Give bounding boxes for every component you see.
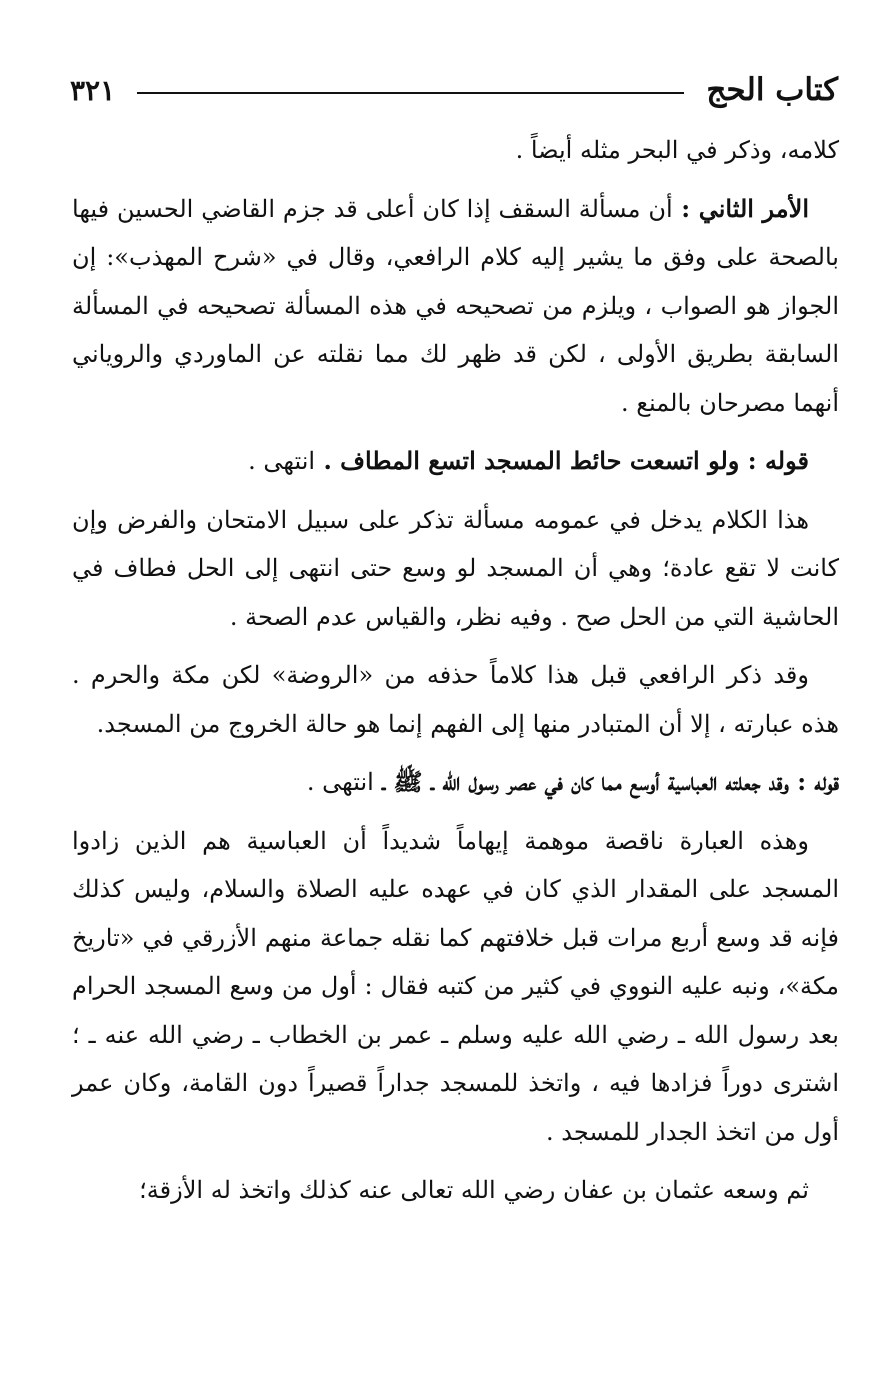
paragraph-text: انتهى . — [306, 768, 374, 796]
paragraph-text: انتهى . — [248, 447, 316, 475]
paragraph-2 — [72, 185, 839, 428]
paragraph-text: هذا الكلام يدخل في عمومه مسألة تذكر على سبيل الامتحان والفرض وإن كانت لا تقع عادة؛ وهي أن المسجد لو وسع حتى انتهى إلى الحل فطاف في الحاشية التي من الحل صح . وفيه نظر، والقياس عدم الصحة . — [72, 505, 840, 631]
paragraph-lead: الأمر الثاني : — [672, 193, 809, 223]
paragraph-text: ثم وسعه عثمان بن عفان رضي الله تعالى عنه كذلك واتخذ له الأزقة؛ — [139, 1176, 809, 1204]
paragraph-text: وهذه العبارة ناقصة موهمة إيهاماً شديداً أن العباسية هم الذين زادوا المسجد على المقدار الذي كان في عهده عليه الصلاة والسلام، وليس كذلك فإنه قد وسع أربع مرات قبل خلافتهم كما نقله جماعة منهم الأزرقي في «تاريخ مكة»، ونبه عليه النووي في كثير من كتبه فقال : أول من وسع المسجد الحرام بعد رسول الله ـ رضي الله عليه وسلم ـ عمر بن الخطاب ـ رضي الله عنه ـ ؛ اشترى دوراً فزادها فيه ، واتخذ للمسجد جداراً قصيراً دون القامة، وكان عمر أول من اتخذ الجدار للمسجد . — [72, 826, 839, 1146]
paragraph-5 — [72, 651, 839, 748]
paragraph-text: كلامه، وذكر في البحر مثله أيضاً . — [515, 136, 839, 164]
page-number: ٣٢١ — [70, 73, 116, 107]
paragraph-lead: قوله : ولو اتسعت حائط المسجد اتسع المطاف . — [315, 446, 809, 475]
page-header — [70, 66, 838, 114]
paragraph-text: وقد ذكر الرافعي قبل هذا كلاماً حذفه من «الروضة» لكن مكة والحرم . هذه عبارته ، إلا أن المتبادر منها إلى الفهم إنما هو حالة الخروج من المسجد. — [72, 661, 839, 738]
paragraph-text: أن مسألة السقف إذا كان أعلى قد جزم القاضي الحسين فيها بالصحة على وفق ما يشير إليه كلام الرافعي، وقال في «شرح المهذب»: إن الجواز هو الصواب ، ويلزم من تصحيحه في هذه المسألة تصحيحه في المسألة السابقة بطريق الأولى ، لكن قد ظهر لك مما نقلته عن الماوردي والروياني أنهما مصرحان بالمنع . — [72, 194, 839, 417]
paragraph-3 — [72, 437, 839, 486]
paragraph-6 — [72, 758, 839, 807]
paragraph-4 — [72, 496, 839, 642]
paragraph-7 — [72, 817, 839, 1157]
page-body — [72, 126, 839, 1225]
paragraph-8 — [72, 1166, 839, 1215]
paragraph-lead: قوله : وقد جعلته العباسية أوسع مما كان في عصر رسول الله ـ ﷺ ـ — [373, 767, 839, 796]
header-rule — [137, 92, 684, 94]
paragraph-1 — [72, 126, 839, 175]
running-title: كتاب الحج — [706, 72, 838, 108]
